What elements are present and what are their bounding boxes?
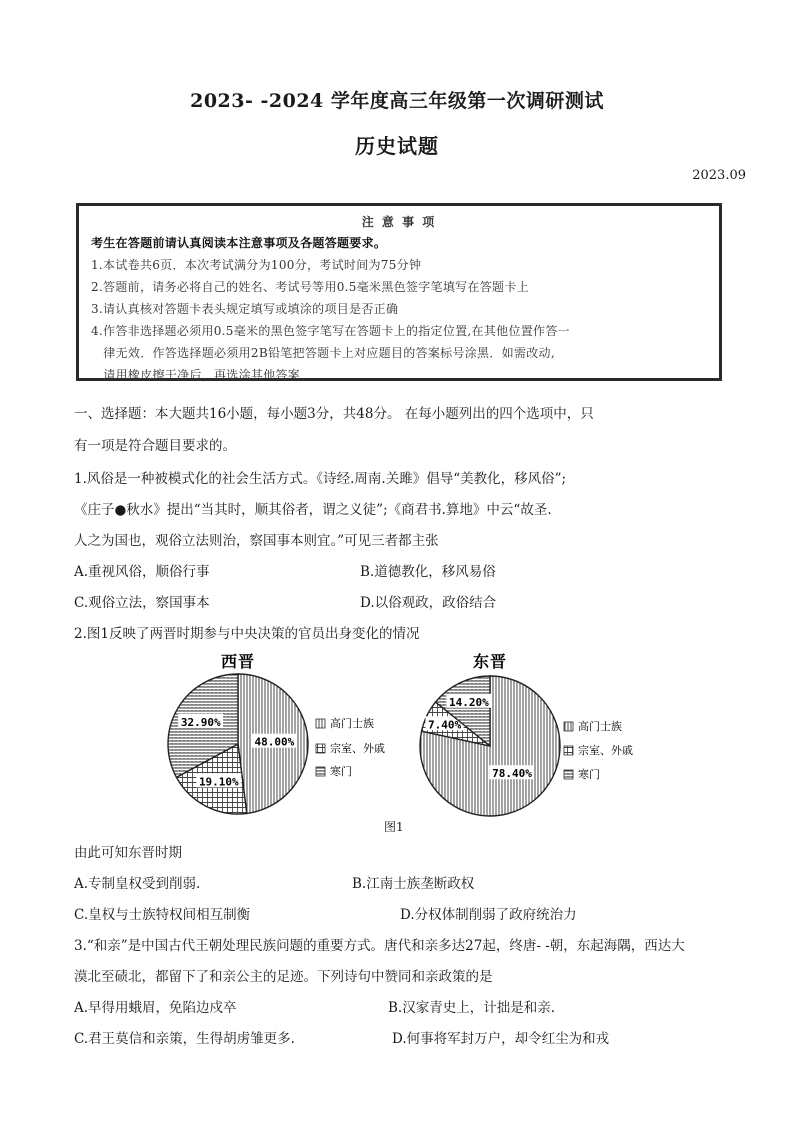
q2-followup: 由此可知东晋时期: [74, 845, 182, 861]
pie-title-west-jin: 西晋: [220, 652, 256, 671]
q2-option-d: D.分权体制削弱了政府统治力: [400, 907, 577, 923]
legend-swatch-royal: [564, 746, 573, 755]
legend-label-commoner: 寒门: [578, 768, 600, 781]
exam-subject-title: 历史试题: [355, 134, 439, 158]
pie-east-jin: [420, 676, 560, 816]
pie-data-label-east-jin-gentry: 78.40%: [492, 767, 532, 781]
figure-caption: 图1: [384, 820, 404, 834]
pie-data-label-west-jin-commoner: 32.90%: [180, 715, 221, 729]
exam-title: 2023- -2024 学年度高三年级第一次调研测试: [190, 90, 604, 112]
q3-stem-line2: 漠北至碛北，都留下了和亲公主的足迹。下列诗句中赞同和亲政策的是: [74, 969, 493, 985]
legend-swatch-commoner: [316, 767, 325, 776]
notice-item: 律无效．作答选择题必须用2B铅笔把答题卡上对应题目的答案标号涂黑．如需改动,: [91, 346, 555, 360]
notice-box: [76, 203, 722, 381]
q1-option-d: D.以俗观政，政俗结合: [360, 595, 497, 611]
q1-stem-line3: 人之为国也，观俗立法则治，察国事本则宜。”可见三者都主张: [74, 533, 439, 549]
pie-data-label-east-jin-royal: 7.40%: [427, 718, 462, 732]
q3-option-d: D.何事将军封万户，却令红尘为和戎: [392, 1031, 610, 1047]
legend-label-commoner: 寒门: [330, 765, 352, 778]
pie-data-label-west-jin-royal: 19.10%: [198, 775, 239, 789]
pie-title-east-jin: 东晋: [472, 652, 508, 671]
legend-east-jin: [564, 719, 633, 781]
legend-label-royal: 宗室、外戚: [330, 742, 385, 755]
q2-option-c: C.皇权与士族特权间相互制衡: [74, 907, 251, 923]
q2-option-a: A.专制皇权受到削弱.: [74, 876, 201, 892]
section-instructions-line2: 有一项是符合题目要求的。: [74, 438, 236, 454]
q1-stem-line1: 1.风俗是一种被模式化的社会生活方式。《诗经.周南.关雎》倡导“美教化，移风俗”;: [74, 471, 567, 487]
pie-data-label-east-jin-commoner: 14.20%: [448, 695, 489, 709]
notice-item: 请用橡皮擦干净后，再选涂其他答案: [91, 368, 301, 382]
pie-data-label-west-jin-gentry: 48.00%: [254, 735, 295, 749]
notice-item: 1.本试卷共6页．本次考试满分为100分，考试时间为75分钟: [91, 258, 422, 272]
q3-option-b: B.汉家青史上，计拙是和亲.: [388, 1000, 556, 1016]
legend-swatch-gentry: [564, 722, 573, 731]
legend-swatch-commoner: [564, 770, 573, 779]
q2-option-b: B.江南士族垄断政权: [352, 876, 475, 892]
q1-option-a: A.重视风俗，顺俗行事: [74, 564, 210, 580]
legend-west-jin: [316, 716, 385, 778]
pie-west-jin: [168, 674, 308, 814]
q3-option-c: C.君王莫信和亲策，生得胡虏雏更多.: [74, 1031, 295, 1047]
legend-swatch-gentry: [316, 719, 325, 728]
q2-stem: 2.图1反映了两晋时期参与中央决策的官员出身变化的情况: [74, 626, 420, 642]
notice-item: 2.答题前，请务必将自己的姓名、考试号等用0.5毫米黑色签字笔填写在答题卡上: [91, 280, 529, 294]
notice-item: 4.作答非选择题必须用0.5毫米的黑色签字笔写在答题卡上的指定位置,在其他位置作答一: [91, 324, 570, 338]
q3-option-a: A.早得用蛾眉，免陷边戍卒: [74, 1000, 237, 1016]
exam-date: 2023.09: [692, 168, 746, 183]
legend-swatch-royal: [316, 744, 325, 753]
notice-heading: 注 意 事 项: [361, 215, 437, 229]
figure-1-pie-charts: [150, 650, 633, 820]
q1-option-b: B.道德教化，移风易俗: [360, 564, 496, 580]
q1-option-c: C.观俗立法，察国事本: [74, 595, 210, 611]
section-instructions-line1: 一、选择题：本大题共16小题，每小题3分，共48分。 在每小题列出的四个选项中，只: [74, 406, 594, 422]
q3-stem-line1: 3.“和亲”是中国古代王朝处理民族问题的重要方式。唐代和亲多达27起，终唐- -朝，东起海隅，西达大: [74, 938, 685, 954]
legend-label-gentry: 高门士族: [578, 720, 622, 733]
notice-item: 3.请认真核对答题卡表头规定填写或填涂的项目是否正确: [91, 302, 399, 316]
q1-stem-line2: 《庄子●秋水》提出“当其时，顺其俗者，谓之义徒”;《商君书.算地》中云“故圣.: [74, 502, 552, 518]
legend-label-gentry: 高门士族: [330, 717, 374, 730]
notice-intro: 考生在答题前请认真阅读本注意事项及各题答题要求。: [91, 236, 387, 250]
legend-label-royal: 宗室、外戚: [578, 744, 633, 757]
